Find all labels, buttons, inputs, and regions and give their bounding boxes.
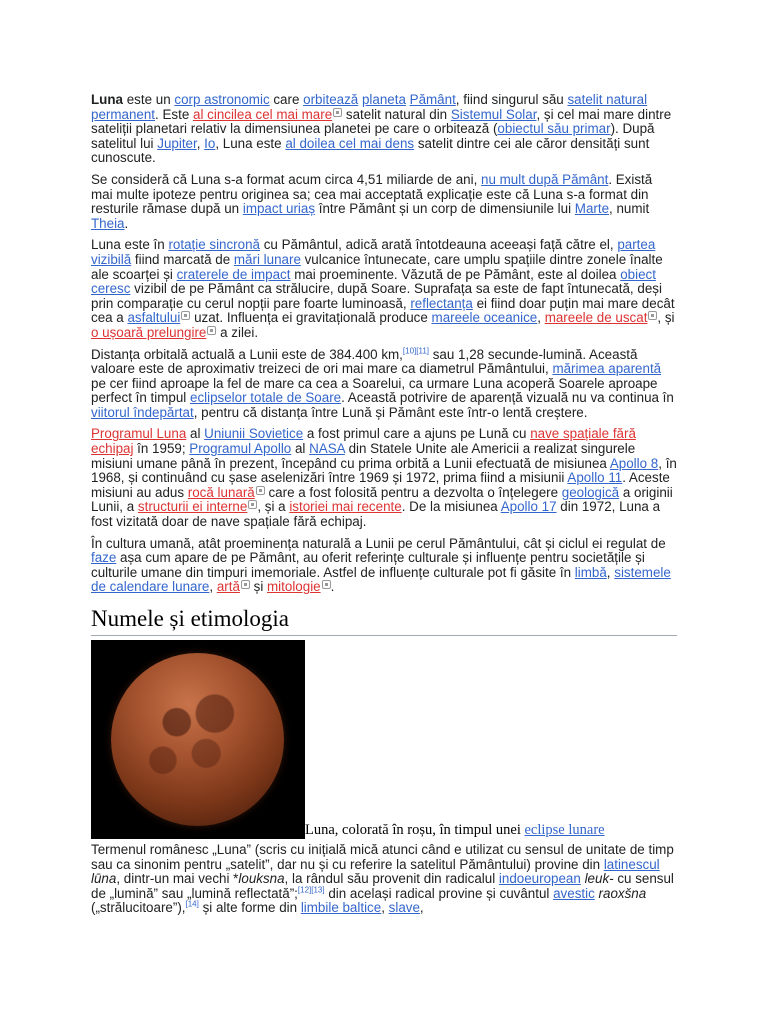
text: În cultura umană, atât proeminența naturală a Lunii pe cerul Pământului, cât și ciclul ei regulat de	[91, 535, 666, 551]
external-link-icon	[333, 108, 342, 117]
link-rotatie-sincrona[interactable]: rotație sincronă	[168, 237, 260, 253]
text: și	[249, 579, 268, 595]
moon-red	[111, 653, 284, 826]
text: mai proeminente. Văzută de pe Pământ, este al doilea	[290, 266, 621, 282]
text: , dintr-un mai vechi *	[116, 871, 239, 887]
text: („strălucitoare”),	[91, 900, 186, 916]
text: ,	[419, 900, 424, 916]
link-programul-luna[interactable]: Programul Luna	[91, 426, 187, 442]
link-craterele-de-impact[interactable]: craterele de impact	[176, 266, 291, 282]
link-apollo-17[interactable]: Apollo 17	[500, 499, 557, 515]
link-jupiter[interactable]: Jupiter	[157, 135, 197, 151]
link-eclipselor-totale[interactable]: eclipselor totale de Soare	[190, 390, 342, 406]
link-structurii-ei-interne[interactable]: structurii ei interne	[137, 499, 248, 515]
text: Se consideră că Luna s-a format acum circa 4,51 miliarde de ani,	[91, 171, 482, 187]
link-planeta[interactable]: planeta	[361, 92, 406, 107]
link-marte[interactable]: Marte	[574, 201, 610, 217]
link-reflectanta[interactable]: reflectanța	[410, 295, 473, 311]
text: . Există mai multe ipoteze pentru originea sa; cea mai acceptată explicație este că Luna s-a format din resturile rămase după un	[91, 171, 653, 217]
link-indoeuropean[interactable]: indoeuropean	[498, 871, 581, 887]
italic-term: leuk-	[584, 871, 614, 887]
link-satelit-natural[interactable]: satelit natural	[567, 92, 648, 107]
paragraph-intro	[91, 93, 677, 166]
link-geologica[interactable]: geologică	[561, 484, 620, 500]
link-al-doilea-cel-mai-dens[interactable]: al doilea cel mai dens	[285, 135, 415, 151]
paragraph-distance	[91, 348, 677, 421]
link-mitologie[interactable]: mitologie	[267, 579, 321, 595]
link-orbiteaza[interactable]: orbitează	[303, 92, 359, 107]
text: care	[269, 92, 304, 107]
paragraph-formation	[91, 173, 677, 231]
text: ,	[196, 135, 205, 151]
paragraph-exploration	[91, 427, 677, 529]
external-link-icon	[207, 326, 216, 335]
text: uzat. Influența ei gravitațională produce	[190, 310, 432, 326]
italic-term: lūna	[91, 871, 117, 887]
link-faze[interactable]: faze	[91, 550, 117, 566]
link-nasa[interactable]: NASA	[309, 441, 345, 457]
text: . Această potrivire de aparență vizuală nu va continua în	[341, 390, 674, 406]
text: al	[291, 441, 310, 457]
link-corp-astronomic[interactable]: corp astronomic	[174, 92, 270, 107]
caption-text: Luna, colorată în roșu, în timpul unei	[305, 822, 525, 838]
link-avestic[interactable]: avestic	[553, 885, 595, 901]
external-link-icon	[248, 500, 257, 509]
text: în 1959;	[133, 441, 190, 457]
text: din același radical provine și cuvântul	[324, 885, 554, 901]
text: ,	[381, 900, 389, 916]
italic-term: louksna	[238, 871, 285, 887]
link-slave[interactable]: slave	[388, 900, 420, 916]
link-arta[interactable]: artă	[216, 579, 240, 595]
bold-term: Luna	[91, 92, 123, 107]
text: satelit dintre cei ale căror densități sunt cunoscute.	[91, 135, 650, 166]
link-mareele-de-uscat[interactable]: mareele de uscat	[544, 310, 648, 326]
link-io[interactable]: Io	[204, 135, 216, 151]
link-partea-vizibila[interactable]: partea vizibilă	[91, 237, 656, 267]
link-limbile-baltice[interactable]: limbile baltice	[300, 900, 382, 916]
link-mareele-oceanice[interactable]: mareele oceanice	[431, 310, 538, 326]
text: din 1972, Luna a fost vizitată doar de nave spațiale fără echipaj.	[91, 499, 661, 530]
text: așa cum apare de pe Pământ, au oferit referințe culturale și influențe pentru societățile și culturile umane din timpuri imemoriale. Astfel de influențe culturale pot fi găsite în	[91, 550, 645, 580]
link-sistemul-solar[interactable]: Sistemul Solar	[450, 106, 537, 122]
link-mari-lunare[interactable]: mări lunare	[233, 251, 301, 267]
text: ei fiind doar puțin mai mare decât cea a	[91, 295, 675, 326]
text: a zilei.	[216, 324, 259, 340]
text: Luna este în	[91, 237, 169, 253]
text: a originii Lunii, a	[91, 484, 673, 515]
link-istoriei-mai-recente[interactable]: istoriei mai recente	[289, 499, 402, 515]
text: cu Pământul, adică arată întotdeauna aceeași față către el,	[260, 237, 618, 253]
link-sistemele-de-calendare[interactable]: sistemele de calendare lunare	[91, 564, 671, 595]
text: sau 1,28 secunde-lumină. Această valoare este de aproximativ treizeci de ori mai mare ca diametrul Pământului,	[91, 346, 638, 377]
link-theia[interactable]: Theia	[91, 215, 125, 231]
text: , pentru că distanța între Lună și Pământ este într-o lentă creștere.	[193, 404, 588, 420]
section-heading: Numele și etimologia	[91, 605, 677, 636]
text: ,	[606, 564, 615, 580]
link-viitorul-indepartat[interactable]: viitorul îndepărtat	[91, 404, 194, 420]
link-eclipse-lunare[interactable]: eclipse lunare	[524, 822, 605, 838]
text: între Pământ și un corp de dimensiunile lui	[315, 201, 575, 217]
link-limba[interactable]: limbă	[574, 564, 607, 580]
lunar-eclipse-image[interactable]	[91, 640, 305, 839]
text: Distanța orbitală actuală a Lunii este de 384.400 km,	[91, 346, 403, 362]
link-uniunii-sovietice[interactable]: Uniunii Sovietice	[204, 426, 304, 442]
link-asfaltului[interactable]: asfaltului	[127, 310, 181, 326]
text: . De la misiunea	[401, 499, 501, 515]
external-link-icon	[322, 580, 331, 589]
link-permanent[interactable]: permanent	[91, 106, 156, 122]
external-link-icon	[256, 486, 265, 495]
text: al	[186, 426, 205, 442]
figure-lunar-eclipse	[91, 640, 677, 839]
figure-caption	[305, 822, 605, 839]
text: .	[124, 215, 129, 231]
text: , și cel mai mare dintre sateliții planetari relativ la dimensiunea planetei pe care o orbitează (	[91, 106, 672, 137]
text: , și a	[257, 499, 290, 515]
link-obiect-ceresc[interactable]: obiect ceresc	[91, 266, 656, 297]
external-link-icon	[241, 580, 250, 589]
text: .	[330, 579, 335, 595]
text: pe cer fiind aproape la fel de mare ca cea a Soarelui, ca urmare Luna acoperă Soarele aproape perfect în timpul	[91, 375, 658, 406]
text: , numit	[609, 201, 650, 217]
text: , Luna este	[215, 135, 286, 151]
text: ,	[209, 579, 217, 595]
article-content	[91, 93, 677, 923]
text: care a fost folosită pentru a dezvolta o înțelegere	[264, 484, 562, 500]
paragraph-culture	[91, 537, 677, 595]
text: . Este	[155, 106, 193, 122]
link-impact-urias[interactable]: impact uriaș	[242, 201, 316, 217]
link-nave-spatiale-fara-echipaj[interactable]: nave spațiale fără echipaj	[91, 426, 636, 457]
text: , fiind singurul său	[455, 92, 568, 107]
reference-citation[interactable]: [10][11]	[402, 346, 429, 356]
text: din Statele Unite ale Americii a realizat singurele misiuni umane până în prezent, începând cu prima orbită a Lunii efectuată de misiunea	[91, 441, 636, 471]
reference-citation[interactable]: [12][13]	[297, 885, 325, 895]
text: este un	[123, 92, 175, 107]
text: Termenul românesc „Luna” (scris cu inițială mică atunci când e utilizat cu sensul de unitate de timp sau ca sinonim pentru „satelit”, dar nu și cu referire la satelitul Pământului) provine din	[91, 842, 674, 872]
link-programul-apollo[interactable]: Programul Apollo	[189, 441, 292, 457]
link-marimea-aparenta[interactable]: mărimea aparentă	[552, 361, 662, 377]
link-obiectul-sau-primar[interactable]: obiectul său primar	[497, 121, 611, 137]
link-latinescul[interactable]: latinescul	[603, 856, 660, 872]
text: satelit natural din	[342, 106, 451, 122]
link-al-cincilea-cel-mai-mare[interactable]: al cincilea cel mai mare	[193, 106, 333, 122]
link-nu-mult-dupa-pamant[interactable]: nu mult după Pământ	[481, 171, 609, 187]
reference-citation[interactable]: [14]	[185, 899, 199, 909]
paragraph-rotation	[91, 238, 677, 340]
text: . Aceste misiuni au adus	[91, 470, 670, 500]
paragraph-etymology	[91, 843, 677, 916]
link-apollo-11[interactable]: Apollo 11	[567, 470, 623, 486]
link-apollo-8[interactable]: Apollo 8	[609, 455, 659, 471]
link-pamant[interactable]: Pământ	[409, 92, 456, 107]
text: a fost primul care a ajuns pe Lună cu	[303, 426, 531, 442]
text: vulcanice întunecate, care umplu spațiile dintre zonele înalte ale scoarței și	[91, 251, 663, 282]
text: vizibil de pe Pământ ca strălucire, după Soare. Suprafața sa este de fapt întunecată, deși prin comparație cu cerul nopții pare foarte luminoasă,	[91, 281, 662, 311]
link-o-usoara-prelungire[interactable]: o ușoară prelungire	[91, 324, 207, 340]
text: fiind marcată de	[131, 251, 234, 267]
text: , și	[657, 310, 675, 326]
text: cu sensul de „lumină” sau „lumină reflectată”;	[91, 871, 674, 901]
text: ,	[537, 310, 545, 326]
text: , în 1968, și continuând cu șase aselenizări între 1969 și 1972, prima fiind a misiunii	[91, 455, 677, 486]
external-link-icon	[181, 311, 190, 320]
text: ). După satelitul lui	[91, 121, 655, 151]
italic-term: raoxšna	[598, 885, 647, 901]
link-roca-lunara[interactable]: rocă lunară	[187, 484, 255, 500]
text: și alte forme din	[198, 900, 301, 916]
text: , la rândul său provenit din radicalul	[284, 871, 499, 887]
external-link-icon	[648, 311, 657, 320]
